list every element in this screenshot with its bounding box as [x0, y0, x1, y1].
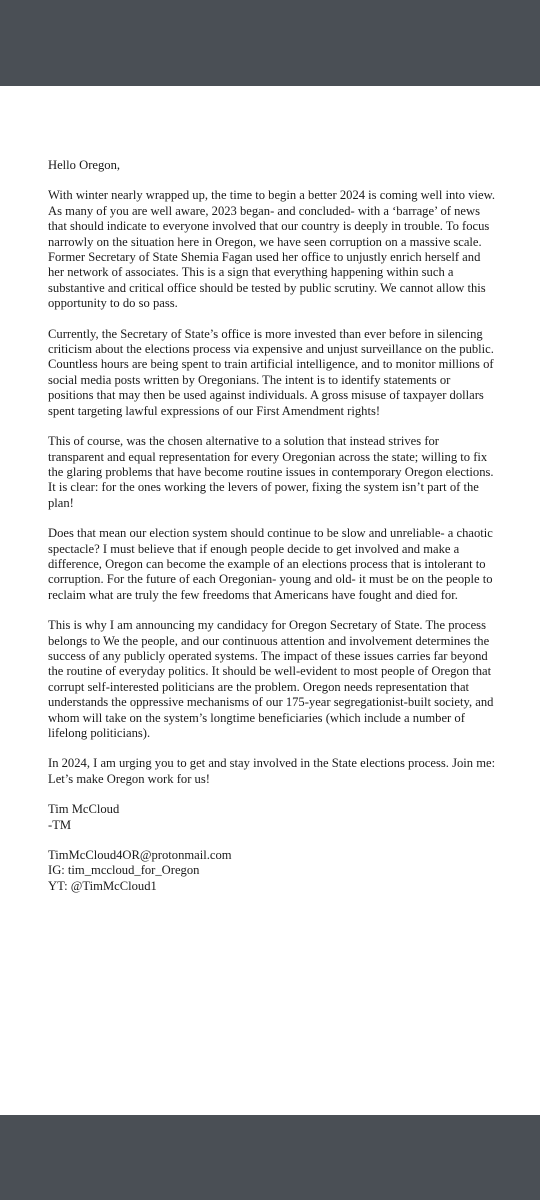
letter-greeting: Hello Oregon, — [48, 158, 121, 172]
contact-youtube: YT: @TimMcCloud1 — [48, 878, 157, 893]
bottom-letterbox-bar — [0, 1115, 540, 1200]
signature-initials: -TM — [48, 817, 72, 832]
top-letterbox-bar — [0, 0, 540, 86]
letter-paragraph-4: Does that mean our election system should continue to be slow and unreliable- a chaotic spectacle? I must believe that if enough people decide to get involved and make a difference, Oregon can become the example of an elections process that is intolerant to corruption. For the future of each Oregonian- young and old- it must be on the people to reclaim what are truly the few freedoms that Americans have fought and died for. — [48, 526, 493, 602]
letter-page — [0, 86, 540, 1115]
letter-paragraph-1: With winter nearly wrapped up, the time to begin a better 2024 is coming well into view. As many of you are well aware, 2023 began- and concluded- with a ‘barrage’ of news that should indicate to everyone involved that our country is deeply in trouble. To focus narrowly on the situation here in Oregon, we have seen corruption on a massive scale. Former Secretary of State Shemia Fagan used her office to unjustly enrich herself and her network of associates. This is a sign that everything happening within such a substantive and critical office should be tested by public scrutiny. We cannot allow this opportunity to do so pass. — [48, 188, 496, 311]
letter-paragraph-6: In 2024, I am urging you to get and stay involved in the State elections process. Join me: Let’s make Oregon work for us! — [48, 756, 496, 786]
letter-body — [48, 158, 496, 909]
letter-paragraph-2: Currently, the Secretary of State’s office is more invested than ever before in silencing criticism about the elections process via expensive and unjust surveillance on the public. Countless hours are being spent to train artificial intelligence, and to monitor millions of social media posts written by Oregonians. The intent is to identify statements or positions that may then be used against individuals. A gross misuse of taxpayer dollars spent targeting lawful expressions of our First Amendment rights! — [48, 326, 494, 418]
signature-block — [48, 802, 496, 833]
contact-block — [48, 848, 496, 894]
contact-instagram: IG: tim_mccloud_for_Oregon — [48, 863, 200, 878]
signature-name: Tim McCloud — [48, 802, 120, 817]
contact-email: TimMcCloud4OR@protonmail.com — [48, 848, 232, 863]
letter-paragraph-5: This is why I am announcing my candidacy for Oregon Secretary of State. The process belongs to We the people, and our continuous attention and involvement determines the success of any publicly operated systems. The impact of these issues carries far beyond the routine of everyday politics. It should be well-evident to most people of Oregon that corrupt self-interested politicians are the problem. Oregon needs representation that understands the oppressive mechanisms of our 175-year segregationist-built society, and whom will take on the system’s longtime beneficiaries (which include a number of lifelong politicians). — [48, 618, 494, 740]
letter-paragraph-3: This of course, was the chosen alternative to a solution that instead strives for transparent and equal representation for every Oregonian across the state; willing to fix the glaring problems that have become routine issues in contemporary Oregon elections. It is clear: for the ones working the levers of power, fixing the system isn’t part of the plan! — [48, 434, 494, 510]
